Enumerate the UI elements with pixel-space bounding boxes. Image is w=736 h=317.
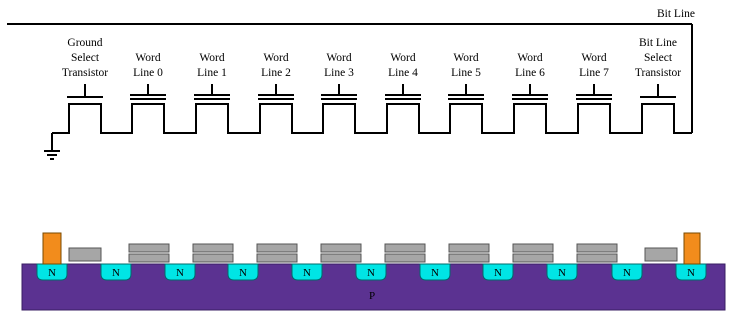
- bst-label-line-1: Select: [643, 52, 673, 64]
- wl5-label-line-0: Word: [453, 52, 479, 64]
- wl3-label-line-1: Line 3: [324, 67, 354, 79]
- wl6-label-line-0: Word: [517, 52, 543, 64]
- n-diffusion-label-8: N: [558, 267, 566, 279]
- wl7-label-line-1: Line 7: [579, 67, 609, 79]
- wl3-control-gate: [321, 244, 361, 252]
- wl3-label-line-0: Word: [326, 52, 352, 64]
- wl3-floating-gate: [321, 254, 361, 262]
- wl1-control-gate: [193, 244, 233, 252]
- n-diffusion-label-5: N: [367, 267, 375, 279]
- n-diffusion-label-10: N: [687, 267, 695, 279]
- wl0-label-line-1: Line 0: [133, 67, 163, 79]
- wl2-label-line-0: Word: [263, 52, 289, 64]
- wl5-label-line-1: Line 5: [451, 67, 481, 79]
- gst-label-line-1: Select: [70, 52, 100, 64]
- n-diffusion-label-4: N: [303, 267, 311, 279]
- n-diffusion-label-0: N: [48, 267, 56, 279]
- wl0-label-line-0: Word: [135, 52, 161, 64]
- n-diffusion-label-6: N: [431, 267, 439, 279]
- wl1-label-line-1: Line 1: [197, 67, 227, 79]
- wl5-floating-gate: [449, 254, 489, 262]
- bst-cross-section-gate: [645, 248, 677, 261]
- gst-cross-section-gate: [69, 248, 101, 261]
- bit-line-contact: [684, 233, 700, 264]
- substrate-label: P: [368, 290, 376, 302]
- n-diffusion-label-9: N: [623, 267, 631, 279]
- gst-label-line-2: Transistor: [61, 67, 109, 79]
- n-diffusion-label-7: N: [494, 267, 502, 279]
- wl2-label-line-1: Line 2: [261, 67, 291, 79]
- wl1-label-line-0: Word: [199, 52, 225, 64]
- wl0-control-gate: [129, 244, 169, 252]
- bst-label-line-2: Transistor: [634, 67, 682, 79]
- wl7-label-line-0: Word: [581, 52, 607, 64]
- n-diffusion-label-3: N: [239, 267, 247, 279]
- bst-label-line-0: Bit Line: [638, 37, 678, 49]
- bit-line-label: Bit Line: [656, 8, 696, 20]
- wl2-control-gate: [257, 244, 297, 252]
- wl0-floating-gate: [129, 254, 169, 262]
- wl6-control-gate: [513, 244, 553, 252]
- wl2-floating-gate: [257, 254, 297, 262]
- wl4-control-gate: [385, 244, 425, 252]
- wl6-label-line-1: Line 6: [515, 67, 545, 79]
- source-contact: [43, 233, 61, 264]
- wl4-label-line-0: Word: [390, 52, 416, 64]
- nand-channel-wire: [52, 104, 692, 133]
- wl1-floating-gate: [193, 254, 233, 262]
- wl6-floating-gate: [513, 254, 553, 262]
- n-diffusion-label-2: N: [176, 267, 184, 279]
- wl4-floating-gate: [385, 254, 425, 262]
- wl4-label-line-1: Line 4: [388, 67, 418, 79]
- n-diffusion-label-1: N: [112, 267, 120, 279]
- gst-label-line-0: Ground: [67, 37, 103, 49]
- wl7-floating-gate: [577, 254, 617, 262]
- wl7-control-gate: [577, 244, 617, 252]
- wl5-control-gate: [449, 244, 489, 252]
